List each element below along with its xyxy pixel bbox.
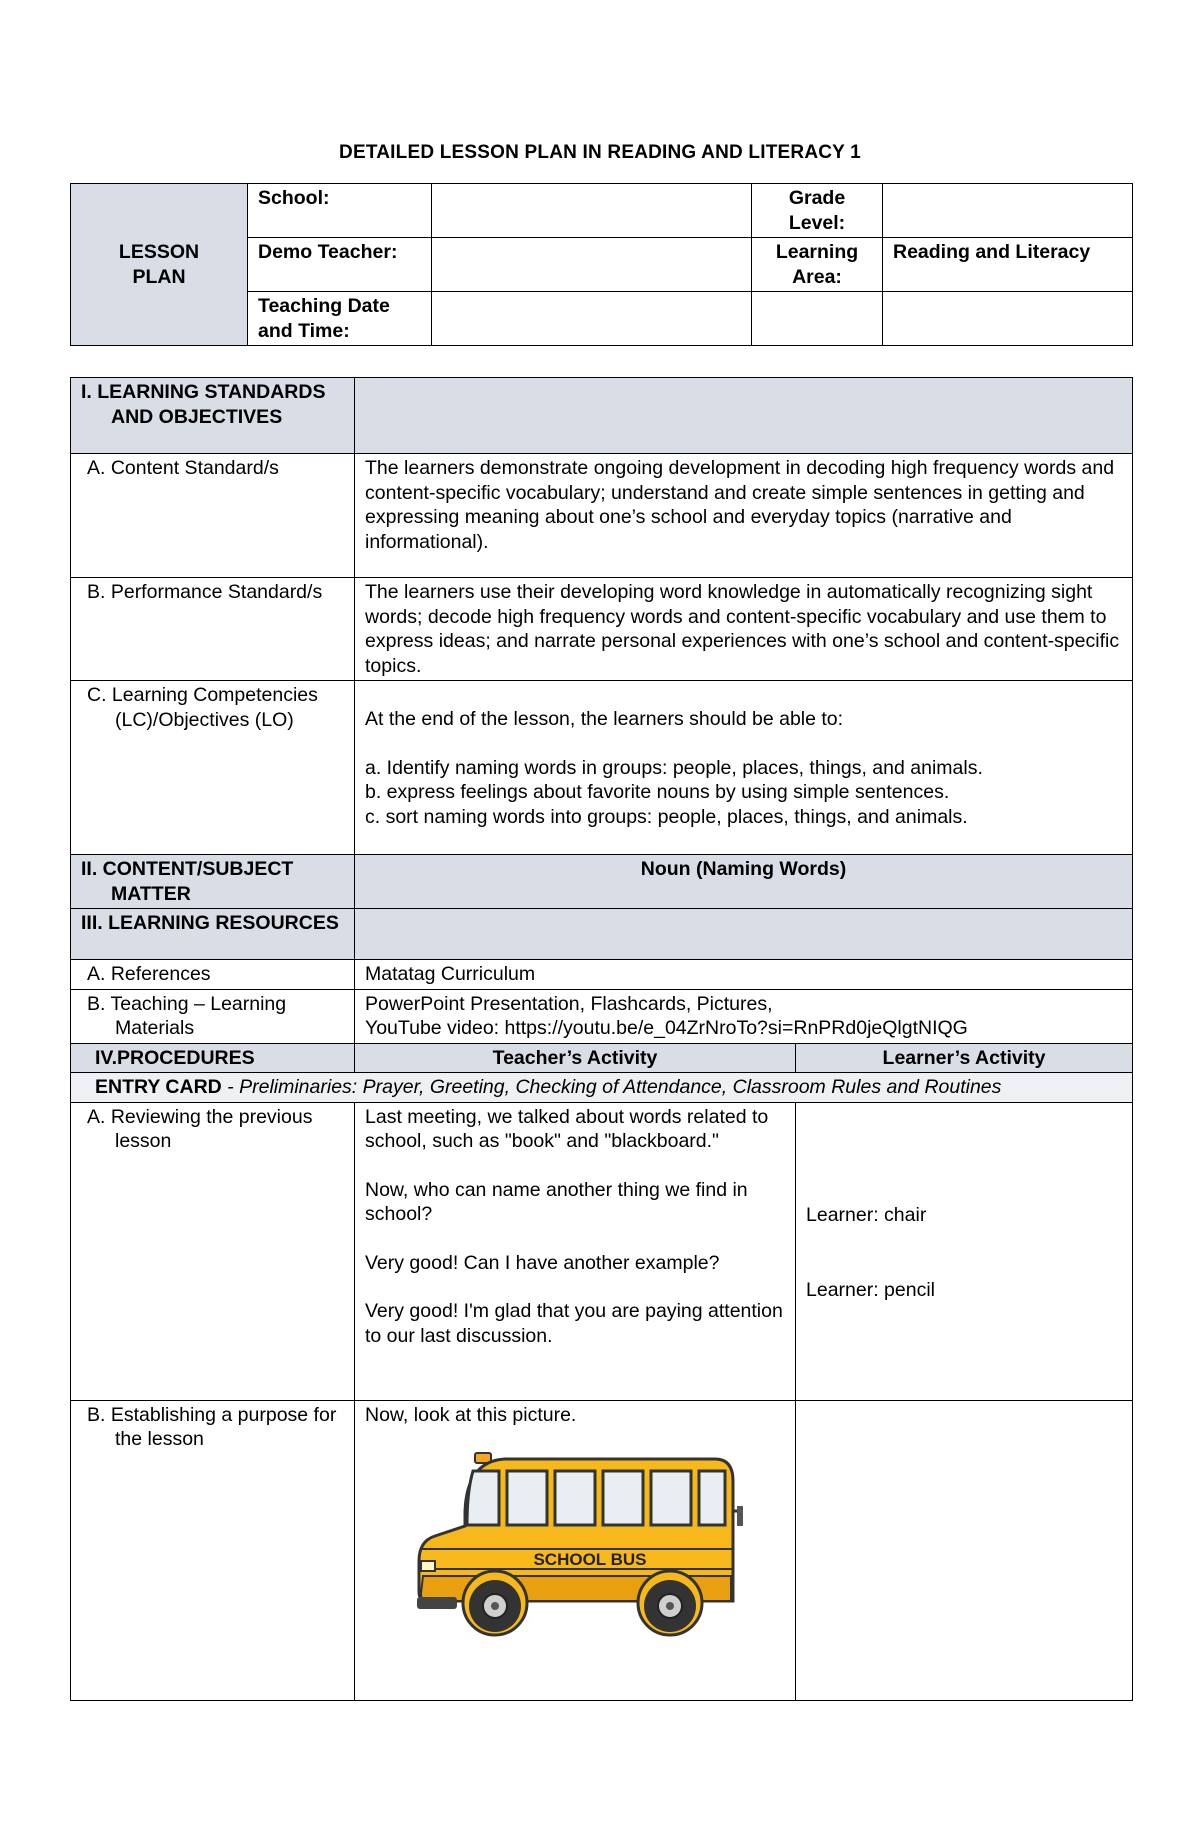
teaching-materials-line-1: PowerPoint Presentation, Flashcards, Pictures, bbox=[365, 992, 773, 1015]
lesson-plan-label: LESSON PLAN bbox=[71, 184, 248, 346]
lc-objective-c: c. sort naming words into groups: people, places, things, and animals. bbox=[365, 805, 968, 828]
school-value bbox=[432, 184, 752, 238]
youtube-link[interactable]: YouTube video: https://youtu.be/e_04ZrNroTo?si=RnPRd0jeQlgtNIQG bbox=[365, 1017, 968, 1039]
performance-standard-label: B. Performance Standard/s bbox=[71, 578, 355, 681]
purpose-label: B. Establishing a purpose for the lesson bbox=[71, 1400, 355, 1700]
references-label: A. References bbox=[71, 960, 355, 990]
lesson-table bbox=[70, 377, 1133, 1701]
learning-area-value: Reading and Literacy bbox=[883, 238, 1133, 292]
empty-cell bbox=[883, 292, 1133, 346]
review-teacher-cell bbox=[355, 1102, 796, 1400]
grade-level-label: Grade Level: bbox=[752, 184, 883, 238]
teacher-label: Demo Teacher: bbox=[248, 238, 432, 292]
teaching-materials-label: B. Teaching – Learning Materials bbox=[71, 989, 355, 1043]
document-title: DETAILED LESSON PLAN IN READING AND LITERACY 1 bbox=[339, 142, 861, 163]
review-label: A. Reviewing the previous lesson bbox=[71, 1102, 355, 1400]
learner-activity-header: Learner’s Activity bbox=[796, 1043, 1133, 1073]
purpose-teacher-1: Now, look at this picture. bbox=[365, 1403, 577, 1426]
date-label: Teaching Date and Time: bbox=[248, 292, 432, 346]
purpose-learner-cell bbox=[796, 1400, 1133, 1700]
section-content-subject: II. CONTENT/SUBJECT MATTER bbox=[71, 855, 355, 909]
school-bus-picture bbox=[415, 1451, 785, 1648]
teacher-value bbox=[432, 238, 752, 292]
date-value bbox=[432, 292, 752, 346]
purpose-teacher-cell bbox=[355, 1400, 796, 1700]
learning-competencies-label: C. Learning Competencies (LC)/Objectives (LO) bbox=[71, 681, 355, 855]
section-learning-resources: III. LEARNING RESOURCES bbox=[71, 909, 355, 960]
references-value: Matatag Curriculum bbox=[355, 960, 1133, 990]
learning-competencies-cell bbox=[355, 681, 1133, 855]
review-teacher-4: Very good! I'm glad that you are paying attention to our last discussion. bbox=[365, 1300, 783, 1347]
school-label: School: bbox=[248, 184, 432, 238]
content-standard-label: A. Content Standard/s bbox=[71, 454, 355, 578]
section-learning-resources-fill bbox=[355, 909, 1133, 960]
review-teacher-3: Very good! Can I have another example? bbox=[365, 1251, 720, 1274]
lc-intro: At the end of the lesson, the learners should be able to: bbox=[365, 708, 844, 730]
school-bus-image bbox=[415, 1451, 745, 1641]
grade-level-value bbox=[883, 184, 1133, 238]
section-learning-standards: I. LEARNING STANDARDS AND OBJECTIVES bbox=[71, 378, 355, 454]
teacher-activity-header: Teacher’s Activity bbox=[355, 1043, 796, 1073]
entry-card-row bbox=[71, 1073, 1133, 1103]
content-standard-text: The learners demonstrate ongoing development in decoding high frequency words and content-specific vocabulary; understand and create simple sentences in getting and expressing meaning about one’s school and everyday topics (narrative and informational). bbox=[355, 454, 1133, 578]
lc-objective-a: a. Identify naming words in groups: people, places, things, and animals. bbox=[365, 756, 983, 779]
review-learner-1: Learner: chair bbox=[806, 1203, 927, 1226]
lc-objective-b: b. express feelings about favorite nouns by using simple sentences. bbox=[365, 781, 950, 803]
review-learner-2: Learner: pencil bbox=[806, 1279, 935, 1301]
review-learner-cell bbox=[796, 1102, 1133, 1400]
performance-standard-text: The learners use their developing word knowledge in automatically recognizing sight words; decode high frequency words and content-specific vocabulary and use them to express ideas; and narrate personal experiences with one’s school and content-specific topics. bbox=[355, 578, 1133, 681]
bus-sign-text: SCHOOL BUS bbox=[533, 1550, 647, 1569]
section-procedures: IV.PROCEDURES bbox=[71, 1043, 355, 1073]
entry-card-label: ENTRY CARD bbox=[95, 1076, 222, 1098]
review-teacher-1: Last meeting, we talked about words related to school, such as "book" and "blackboard." bbox=[365, 1105, 769, 1152]
header-table bbox=[70, 183, 1133, 346]
section-learning-standards-fill bbox=[355, 378, 1133, 454]
entry-card-text: - Preliminaries: Prayer, Greeting, Checking of Attendance, Classroom Rules and Routines bbox=[221, 1076, 1002, 1098]
teaching-materials-cell bbox=[355, 989, 1133, 1043]
learning-area-label: Learning Area: bbox=[752, 238, 883, 292]
review-teacher-2: Now, who can name another thing we find in school? bbox=[365, 1178, 748, 1225]
empty-cell bbox=[752, 292, 883, 346]
subject-matter-value: Noun (Naming Words) bbox=[355, 855, 1133, 909]
